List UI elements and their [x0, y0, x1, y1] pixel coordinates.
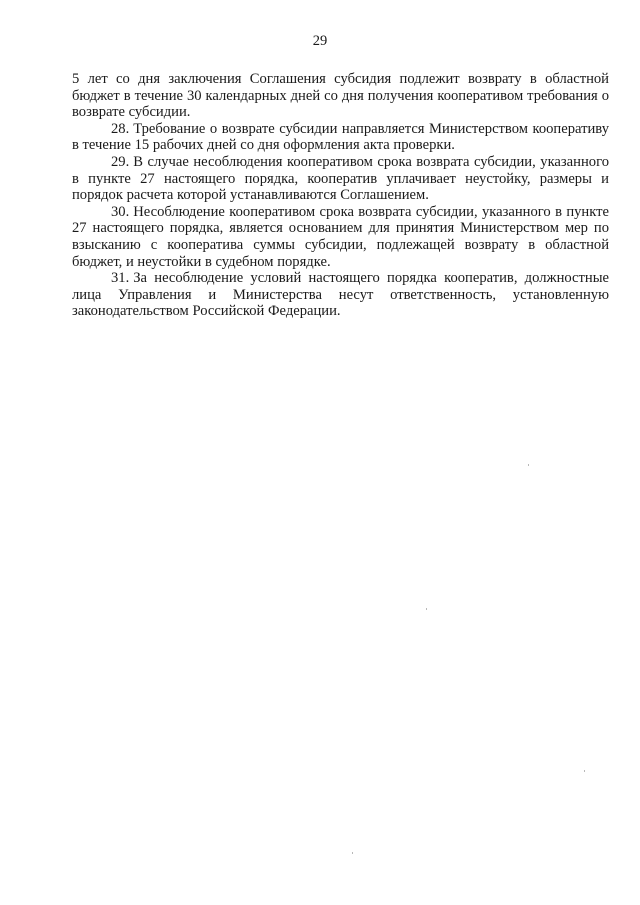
paragraph-text: Несоблюдение кооперативом срока возврата субсидии, указанного в пункте 27 настоящего порядка, является основанием для принятия Министерством мер по взысканию с кооператива суммы субсидии, подлежащей возврату в областной бюджет, и неустойки в судебном порядке. — [72, 203, 609, 270]
paragraph-number: 31. — [111, 270, 130, 287]
page-number: 29 — [312, 33, 328, 49]
paragraph-number: 28. — [111, 120, 130, 137]
scan-speck — [352, 852, 353, 854]
paragraph-continuation — [72, 71, 609, 121]
paragraph-text: За несоблюдение условий настоящего порядка кооператив, должностные лица Управления и Министерства несут ответственность, установленную законодательством Российской Федерации. — [72, 270, 609, 320]
paragraph-28 — [72, 121, 609, 154]
scan-speck — [584, 770, 585, 772]
paragraph-29 — [72, 154, 609, 204]
paragraph-30 — [72, 204, 609, 270]
paragraph-text: 5 лет со дня заключения Соглашения субсидия подлежит возврату в областной бюджет в течение 30 календарных дней со дня получения кооперативом требования о возврате субсидии. — [72, 71, 609, 121]
paragraph-31 — [72, 270, 609, 320]
paragraph-number: 30. — [111, 203, 130, 220]
paragraph-text: Требование о возврате субсидии направляется Министерством кооперативу в течение 15 рабочих дней со дня оформления акта проверки. — [72, 120, 609, 154]
scan-speck — [528, 464, 529, 466]
document-body — [72, 71, 609, 320]
paragraph-text: В случае несоблюдения кооперативом срока возврата субсидии, указанного в пункте 27 настоящего порядка, кооператив уплачивает неустойку, размеры и порядок расчета которой устанавливаются Соглашением. — [72, 153, 609, 204]
scan-speck — [426, 608, 427, 610]
paragraph-number: 29. — [111, 153, 130, 170]
